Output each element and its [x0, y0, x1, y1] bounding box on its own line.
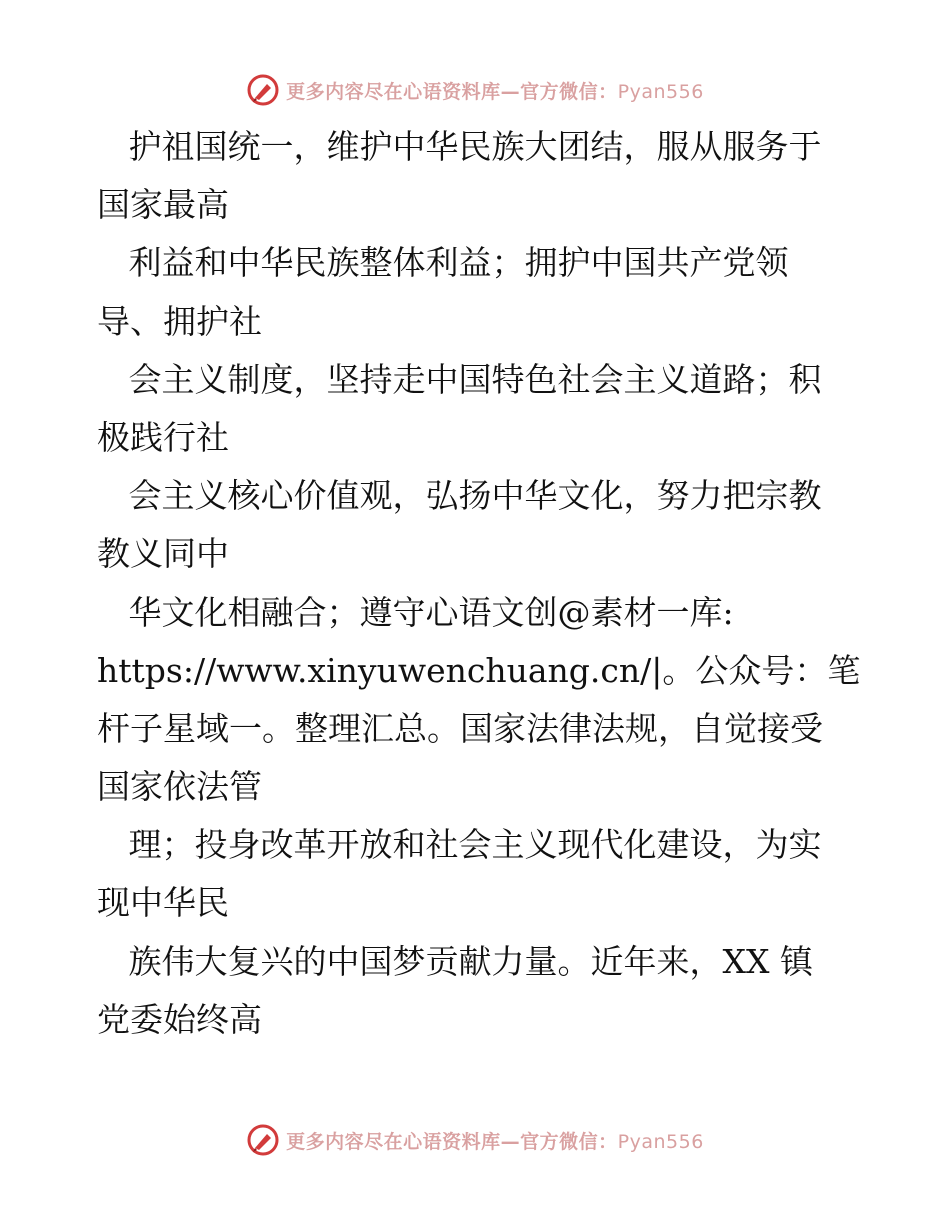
text-line: 华文化相融合；遵守心语文创@素材一库:: [97, 592, 734, 632]
text-line: 杆子星域一。整理汇总。国家法律法规，自觉接受: [97, 708, 823, 748]
header-watermark: [0, 70, 950, 110]
text-line: 利益和中华民族整体利益；拥护中国共产党领: [97, 243, 789, 283]
text-line: 教义同中: [97, 534, 229, 574]
watermark-text: [286, 1127, 704, 1154]
watermark-wechat-id: Pyan556: [617, 80, 704, 103]
footer-watermark: [0, 1120, 950, 1160]
text-line: 护祖国统一，维护中华民族大团结，服从服务于: [97, 127, 822, 166]
watermark-text: [286, 77, 704, 104]
text-line: 极践行社: [97, 417, 229, 457]
text-line: 国家最高: [97, 185, 229, 225]
text-line-url: https://www.xinyuwenchuang.cn/|。公众号：笔: [97, 650, 861, 690]
watermark-wechat-id: Pyan556: [617, 1130, 704, 1153]
text-line: 现中华民: [97, 883, 229, 923]
text-line: 会主义制度，坚持走中国特色社会主义道路；积: [97, 359, 822, 399]
text-line: 党委始终高: [97, 999, 262, 1039]
text-line: 理；投身改革开放和社会主义现代化建设，为实: [97, 825, 822, 865]
pen-logo-icon: [246, 73, 280, 107]
watermark-text-cn: 更多内容尽在心语资料库—官方微信：: [286, 80, 618, 103]
pen-logo-icon: [246, 1123, 280, 1157]
text-line: 国家依法管: [97, 767, 262, 807]
watermark-text-cn: 更多内容尽在心语资料库—官方微信：: [286, 1130, 618, 1153]
text-line: 导、拥护社: [97, 301, 262, 341]
document-body: [97, 118, 861, 1049]
text-line: 会主义核心价值观，弘扬中华文化，努力把宗教: [97, 476, 822, 516]
text-line: 族伟大复兴的中国梦贡献力量。近年来，XX 镇: [97, 941, 813, 981]
